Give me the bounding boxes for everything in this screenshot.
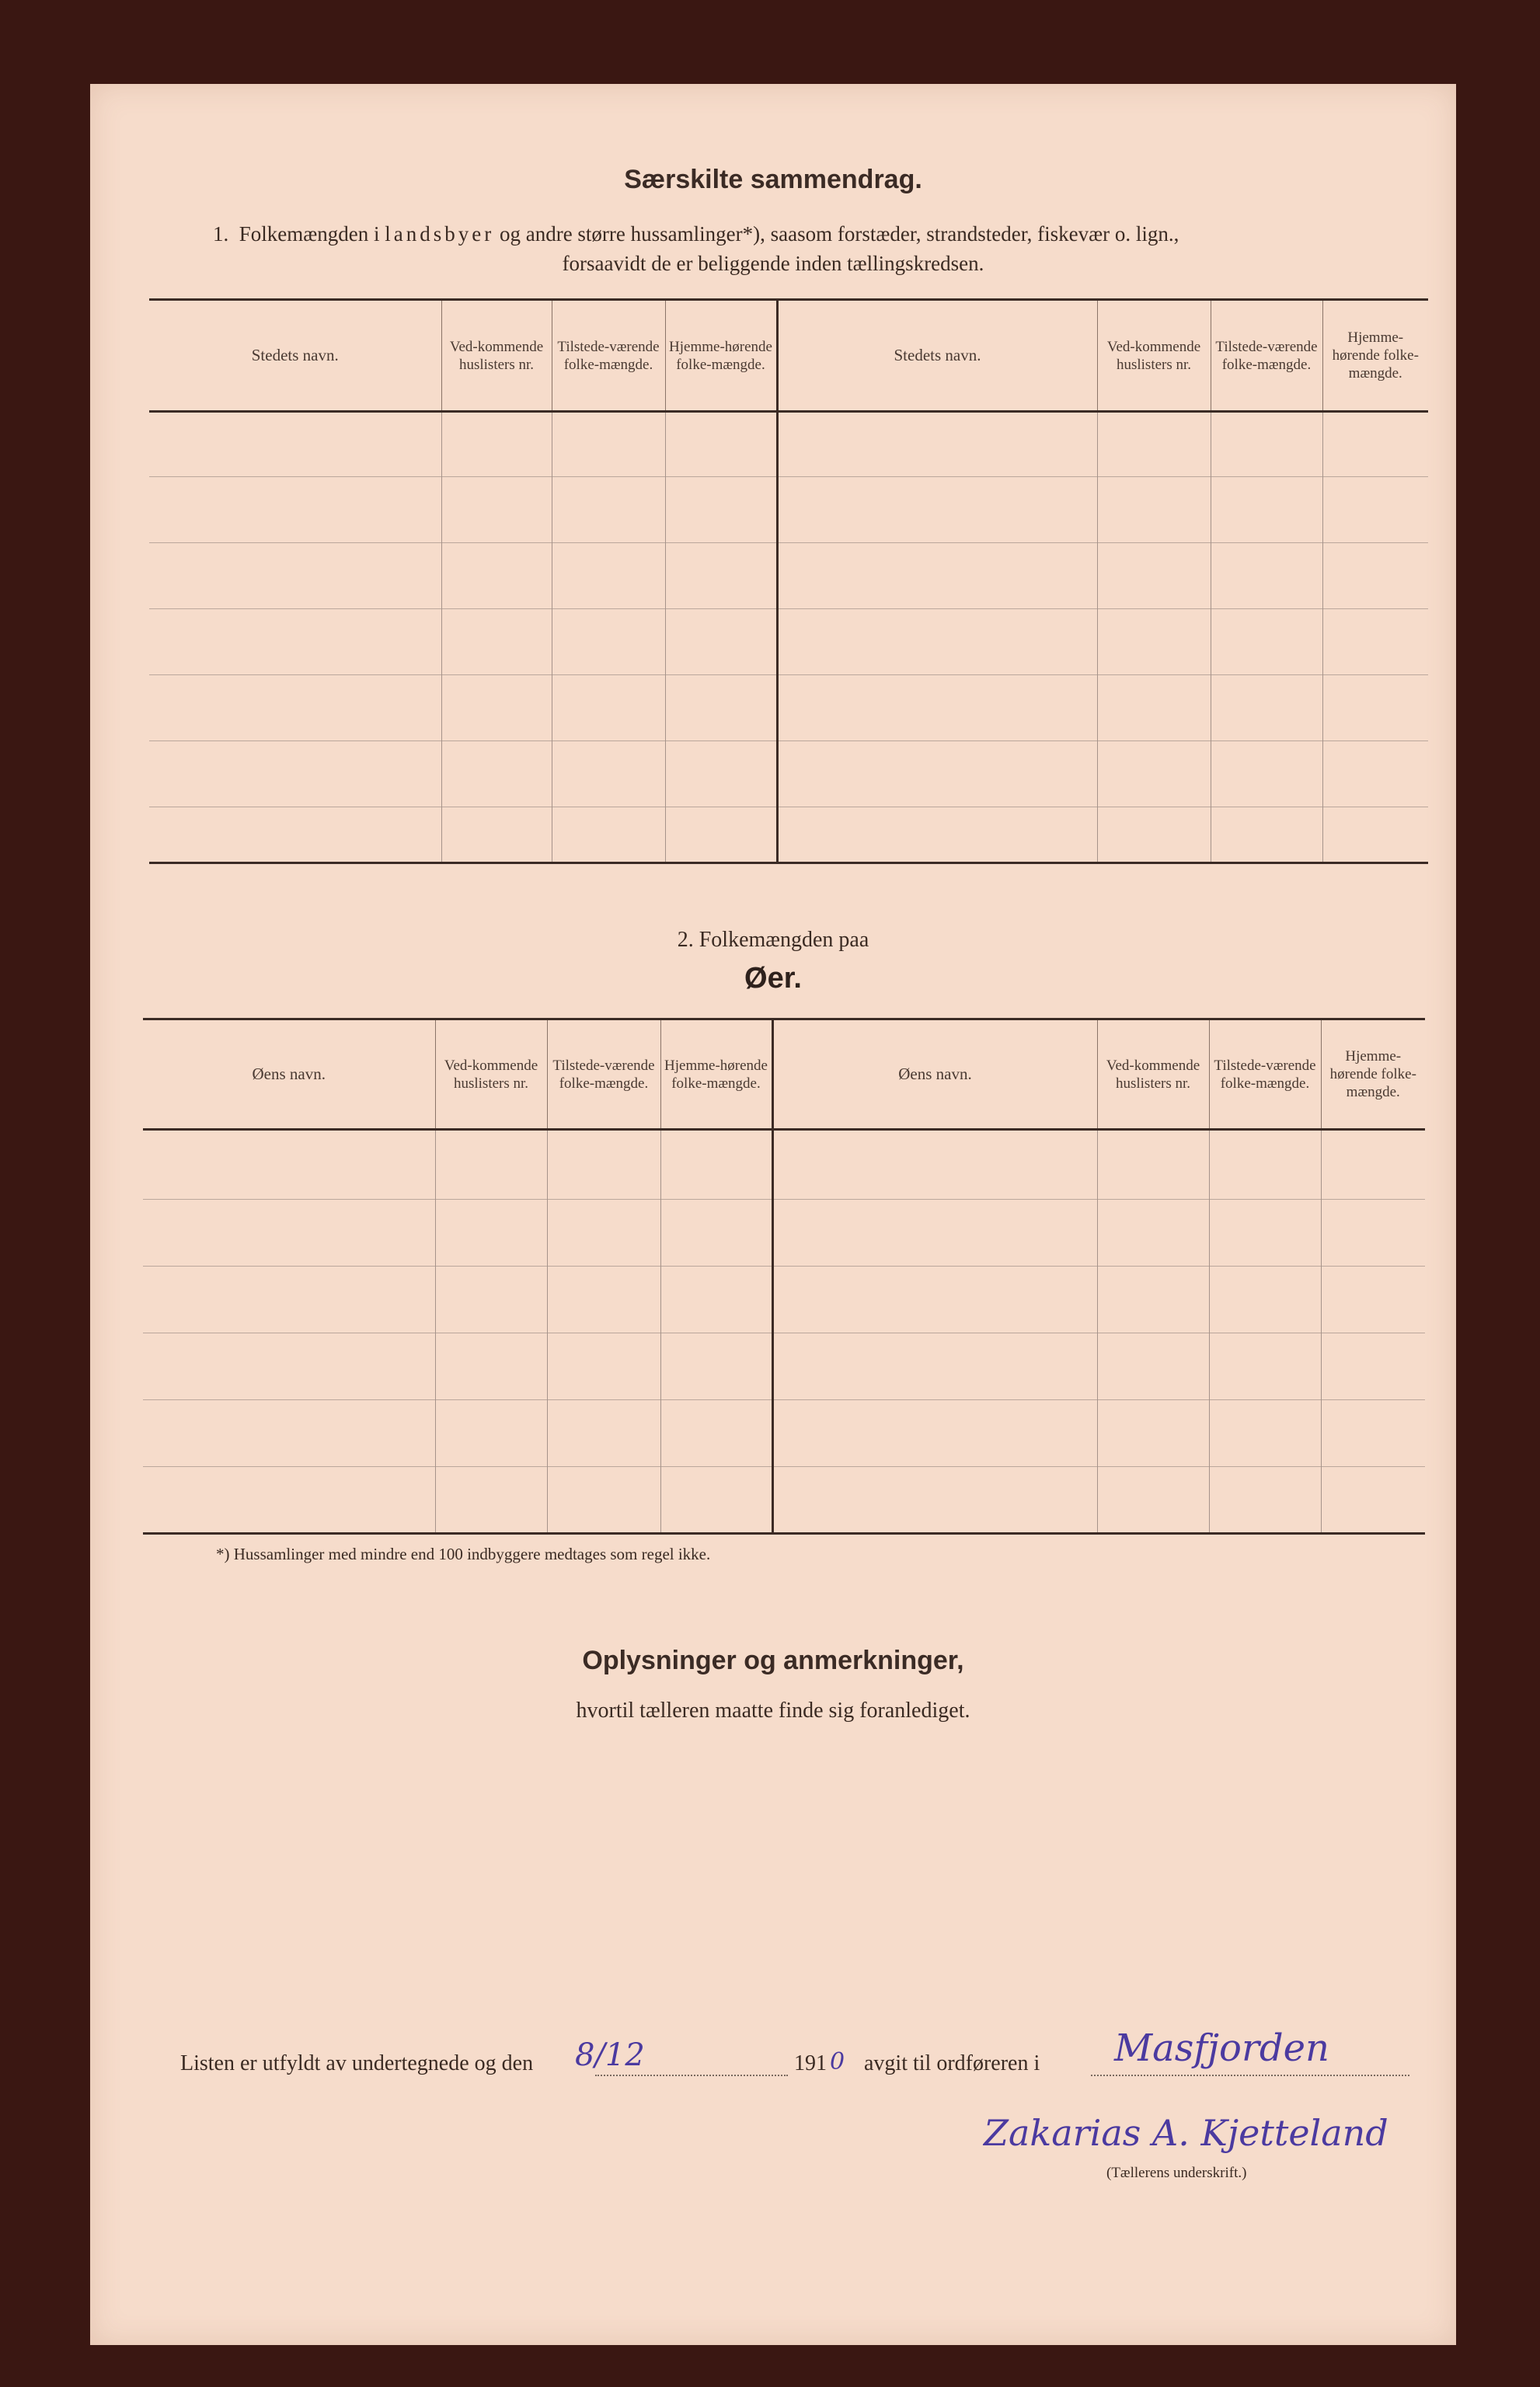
table-settlements <box>149 298 1428 864</box>
col-header-name: Øens navn. <box>143 1019 435 1130</box>
municipality-line <box>1091 2075 1409 2076</box>
table-row <box>149 477 1428 543</box>
section2-heading: Øer. <box>744 962 802 995</box>
completion-statement <box>180 2051 533 2076</box>
table-row <box>149 412 1428 477</box>
intro-number: 1. <box>213 222 229 246</box>
signature-label: (Tællerens underskrift.) <box>1106 2165 1247 2181</box>
col-header-hjemme: Hjemme-hørende folke-mængde. <box>660 1019 772 1130</box>
col-header-ved-right: Ved-kommende huslisters nr. <box>1097 300 1211 412</box>
table-row <box>143 1130 1425 1200</box>
section2-heading-line: 2. Folkemængden paa <box>677 928 869 952</box>
col-header-hjemme-right: Hjemme-hørende folke-mængde. <box>1322 300 1428 412</box>
table-row <box>149 609 1428 675</box>
table-row <box>149 543 1428 609</box>
intro-part-a: Folkemængden i <box>239 222 380 246</box>
table-islands <box>143 1018 1425 1535</box>
census-form-page <box>90 84 1456 2345</box>
col-header-ved: Ved-kommende huslisters nr. <box>435 1019 547 1130</box>
statement-text-b: avgit til ordføreren i <box>864 2051 1040 2075</box>
table-row <box>143 1267 1425 1333</box>
handwritten-signature: Zakarias A. Kjetteland <box>984 2112 1388 2154</box>
col-header-ved-right: Ved-kommende huslisters nr. <box>1097 1019 1209 1130</box>
col-header-tilstede: Tilstede-værende folke-mængde. <box>552 300 665 412</box>
col-header-name-right: Stedets navn. <box>777 300 1097 412</box>
section1-intro-line2: forsaavidt de er beliggende inden tællingskredsen. <box>562 252 984 275</box>
date-line <box>595 2075 788 2076</box>
handwritten-municipality: Masfjorden <box>1114 2026 1329 2070</box>
handwritten-year: 0 <box>830 2048 845 2075</box>
year-prefix: 191 <box>794 2051 827 2075</box>
col-header-hjemme: Hjemme-hørende folke-mængde. <box>665 300 777 412</box>
table-row <box>143 1400 1425 1467</box>
table-row <box>149 675 1428 741</box>
page-title: Særskilte sammendrag. <box>624 165 922 194</box>
table-row <box>149 741 1428 807</box>
intro-part-b: og andre større hussamlinger*), saasom forstæder, strandsteder, fiskevær o. lign., <box>499 222 1179 246</box>
col-header-tilstede-right: Tilstede-værende folke-mængde. <box>1209 1019 1321 1130</box>
table-header-row <box>143 1019 1425 1130</box>
section1-intro-line1 <box>213 222 1179 246</box>
table-row <box>143 1200 1425 1267</box>
col-header-hjemme-right: Hjemme-hørende folke-mængde. <box>1321 1019 1425 1130</box>
intro-spaced-word: landsbyer <box>385 222 495 246</box>
table-header-row <box>149 300 1428 412</box>
col-header-tilstede: Tilstede-værende folke-mængde. <box>547 1019 660 1130</box>
table-row <box>143 1333 1425 1400</box>
table-row <box>149 807 1428 863</box>
col-header-tilstede-right: Tilstede-værende folke-mængde. <box>1211 300 1322 412</box>
col-header-name: Stedets navn. <box>149 300 441 412</box>
handwritten-date: 8/12 <box>575 2037 645 2073</box>
notes-title: Oplysninger og anmerkninger, <box>582 1646 964 1675</box>
footnote: *) Hussamlinger med mindre end 100 indbyggere medtages som regel ikke. <box>216 1545 711 1563</box>
col-header-name-right: Øens navn. <box>772 1019 1097 1130</box>
col-header-ved: Ved-kommende huslisters nr. <box>441 300 552 412</box>
notes-subtitle: hvortil tælleren maatte finde sig foranlediget. <box>576 1699 970 1723</box>
statement-text-a: Listen er utfyldt av undertegnede og den <box>180 2051 534 2075</box>
table-row <box>143 1467 1425 1534</box>
